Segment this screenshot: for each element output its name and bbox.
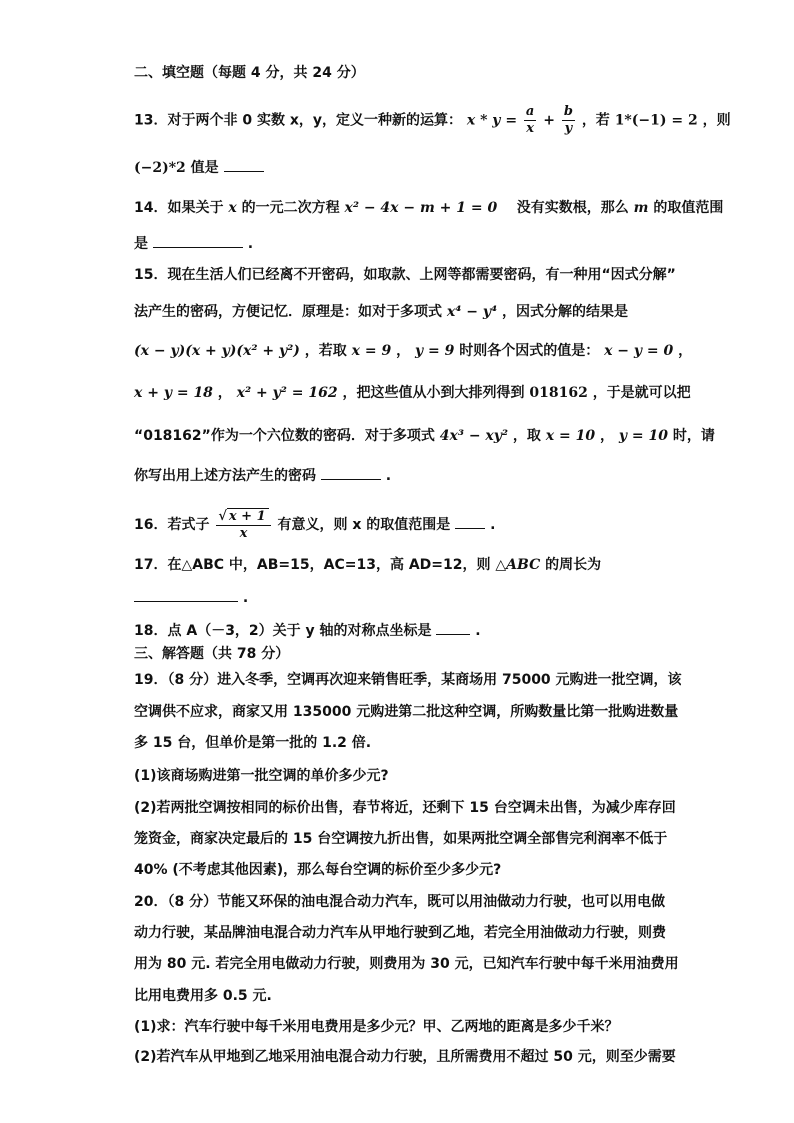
q16-text-1: 16．若式子 — [134, 517, 210, 533]
question-20-line-4 — [134, 987, 272, 1005]
q15-line-3c: 时则各个因式的值是： — [459, 343, 600, 359]
section-title: 三、解答题（共 78 分） — [134, 646, 290, 662]
q16-frac-numerator: √ x + 1 — [216, 508, 270, 526]
q15-line-3b: ， — [396, 343, 411, 359]
q20-line-2: 动力行驶，某品牌油电混合动力汽车从甲地行驶到乙地，若完全用油做动力行驶，则费 — [134, 925, 666, 941]
q13-line2-text: 值是 — [190, 160, 219, 176]
question-19-sub-2-line-2 — [134, 830, 667, 848]
question-19-line-1 — [134, 671, 682, 689]
q13-text-3: ，则 — [702, 112, 731, 129]
q20-line-3: 用为 80 元. 若完全用电做动力行驶，则费用为 30 元，已知汽车行驶中每千米用油费用 — [134, 956, 679, 972]
q19-sub-2b: 笼资金，商家决定最后的 15 台空调按九折出售，如果两批空调全部售完利润率不低于 — [134, 831, 668, 847]
q15-y-value: y = 9 — [414, 343, 455, 359]
question-15-line-6 — [134, 465, 391, 485]
question-14-line-2 — [134, 233, 253, 253]
q17-answer-blank[interactable] — [134, 587, 238, 602]
q14-var-m: m — [633, 200, 649, 216]
q17-text-2: 的周长为 — [545, 557, 602, 573]
q13-expr-lhs: x * y = — [466, 112, 518, 129]
q15-line-3d: ， — [678, 343, 693, 359]
q14-line2: 是 — [134, 236, 148, 252]
q16-answer-blank[interactable] — [455, 514, 485, 529]
q15-factor-value-2: x + y = 18 — [134, 385, 213, 401]
q15-line-3a: ，若取 — [304, 343, 347, 359]
q15-line-2a: 法产生的密码，方便记忆．原理是：如对于多项式 — [134, 304, 442, 320]
q20-line-1: 20．（8 分）节能又环保的油电混合动力汽车，既可以用油做动力行驶，也可以用电做 — [134, 894, 666, 910]
q15-line-1: 15．现在生活人们已经离不开密码，如取款、上网等都需要密码，有一种用“因式分解” — [134, 267, 676, 283]
question-13 — [134, 104, 731, 137]
q18-answer-blank[interactable] — [436, 620, 470, 635]
q13-fraction-a-x — [524, 104, 536, 137]
q19-line-1: 19．（8 分）进入冬季，空调再次迎来销售旺季，某商场用 75000 元购进一批空调，该 — [134, 672, 682, 688]
question-20-line-2 — [134, 924, 666, 942]
q15-x-value: x = 9 — [351, 343, 392, 359]
q15-line-6: 你写出用上述方法产生的密码 — [134, 468, 316, 484]
q13-frac-b: b — [563, 104, 573, 119]
q13-text-2: ，若 — [581, 112, 610, 129]
q16-sqrt-body: x + 1 — [227, 508, 269, 525]
section-title: 二、填空题（每题 4 分，共 24 分） — [134, 65, 365, 81]
q20-line-4: 比用电费用多 0.5 元. — [134, 988, 272, 1004]
q14-text-4: 的取值范围 — [653, 200, 724, 216]
q15-y-value-2: y = 10 — [618, 428, 668, 444]
question-15-line-2 — [134, 303, 628, 321]
q15-poly-1: x⁴ − y⁴ — [446, 304, 498, 320]
q15-line-4b: ，把这些值从小到大排列得到 — [342, 385, 525, 401]
q16-fraction — [216, 508, 270, 542]
q15-poly-2: 4x³ − xy² — [439, 428, 509, 444]
q15-factor-value-3: x² + y² = 162 — [236, 385, 338, 401]
question-14 — [134, 199, 723, 217]
question-15-line-3 — [134, 342, 692, 360]
q14-line2-end: . — [247, 236, 254, 252]
q19-sub-2c: 40% (不考虑其他因素)，那么每台空调的标价至少多少元? — [134, 862, 502, 878]
q20-sub-1: (1)求：汽车行驶中每千米用电费用是多少元？甲、乙两地的距离是多少千米？ — [134, 1019, 619, 1035]
question-19-line-3 — [134, 734, 371, 752]
q15-line-5b: ，取 — [512, 428, 541, 444]
q14-var-x: x — [228, 200, 237, 216]
question-13-line-2 — [134, 157, 264, 177]
q13-fraction-b-y — [562, 104, 575, 137]
q13-condition: 1*(−1) = 2 — [614, 112, 698, 129]
q14-text-2: 的一元二次方程 — [241, 200, 340, 216]
q14-equation: x² − 4x − m + 1 = 0 — [344, 200, 498, 216]
question-15-line-1 — [134, 266, 676, 284]
q13-frac-a: a — [525, 104, 535, 119]
question-19-sub-2-line-1 — [134, 799, 676, 817]
q18-text: 18．点 A（－3，2）关于 y 轴的对称点坐标是 — [134, 623, 432, 639]
q19-line-3: 多 15 台，但单价是第一批的 1.2 倍. — [134, 735, 372, 751]
q20-sub-2: (2)若汽车从甲地到乙地采用油电混合动力行驶，且所需费用不超过 50 元，则至少需要 — [134, 1049, 676, 1065]
q13-text-1: 13．对于两个非 0 实数 x，y，定义一种新的运算： — [134, 112, 463, 129]
q14-text-1: 14．如果关于 — [134, 200, 224, 216]
section-heading-fill-in — [134, 64, 365, 82]
q14-answer-blank[interactable] — [153, 233, 243, 248]
q17-triangle: △ABC — [495, 557, 541, 573]
q15-line-6-end: . — [385, 468, 392, 484]
q19-sub-2a: (2)若两批空调按相同的标价出售，春节将近，还剩下 15 台空调未出售，为减少库存回 — [134, 800, 676, 816]
q15-line-2b: ，因式分解的结果是 — [501, 304, 628, 320]
question-20-line-1 — [134, 893, 665, 911]
q13-frac-x: x — [526, 121, 535, 136]
q16-frac-denominator: x — [239, 526, 248, 541]
q13-line2-expr: (−2)*2 — [134, 160, 186, 176]
question-17 — [134, 556, 601, 574]
q13-plus: + — [543, 112, 555, 129]
q15-x-value-2: x = 10 — [545, 428, 596, 444]
question-16 — [134, 508, 495, 542]
q15-code: 018162 — [529, 385, 588, 401]
q15-line-4c: ，于是就可以把 — [592, 385, 691, 401]
q13-frac-y: y — [564, 121, 573, 136]
question-15-line-5 — [134, 427, 715, 445]
q15-line-5d: 时，请 — [672, 428, 715, 444]
question-17-line-2 — [134, 587, 248, 607]
question-18 — [134, 620, 481, 640]
q14-text-3: 没有实数根，那么 — [516, 200, 629, 216]
q19-line-2: 空调供不应求，商家又用 135000 元购进第二批这种空调，所购数量比第一批购进数量 — [134, 704, 679, 720]
q16-end: . — [490, 517, 496, 533]
question-20-line-3 — [134, 955, 679, 973]
q15-factorization: (x − y)(x + y)(x² + y²) — [134, 343, 300, 359]
question-20-sub-2 — [134, 1048, 676, 1066]
q15-answer-blank[interactable] — [321, 465, 381, 480]
q19-sub-1: (1)该商场购进第一批空调的单价多少元? — [134, 768, 389, 784]
question-19-sub-1 — [134, 767, 389, 785]
q17-text-1: 17．在△ABC 中，AB=15，AC=13，高 AD=12，则 — [134, 557, 491, 573]
question-15-line-4 — [134, 384, 691, 402]
section-heading-solve — [134, 645, 289, 663]
q15-line-5c: ， — [599, 428, 614, 444]
question-19-sub-2-line-3 — [134, 861, 501, 879]
q15-line-5a: “018162”作为一个六位数的密码．对于多项式 — [134, 428, 435, 444]
q15-line-4a: ， — [217, 385, 232, 401]
q15-factor-value-1: x − y = 0 — [604, 343, 674, 359]
q13-answer-blank[interactable] — [224, 157, 264, 172]
q16-text-2: 有意义，则 x 的取值范围是 — [277, 517, 451, 533]
q17-end: . — [242, 590, 249, 606]
q18-end: . — [475, 623, 481, 639]
question-20-sub-1 — [134, 1018, 619, 1036]
question-19-line-2 — [134, 703, 678, 721]
